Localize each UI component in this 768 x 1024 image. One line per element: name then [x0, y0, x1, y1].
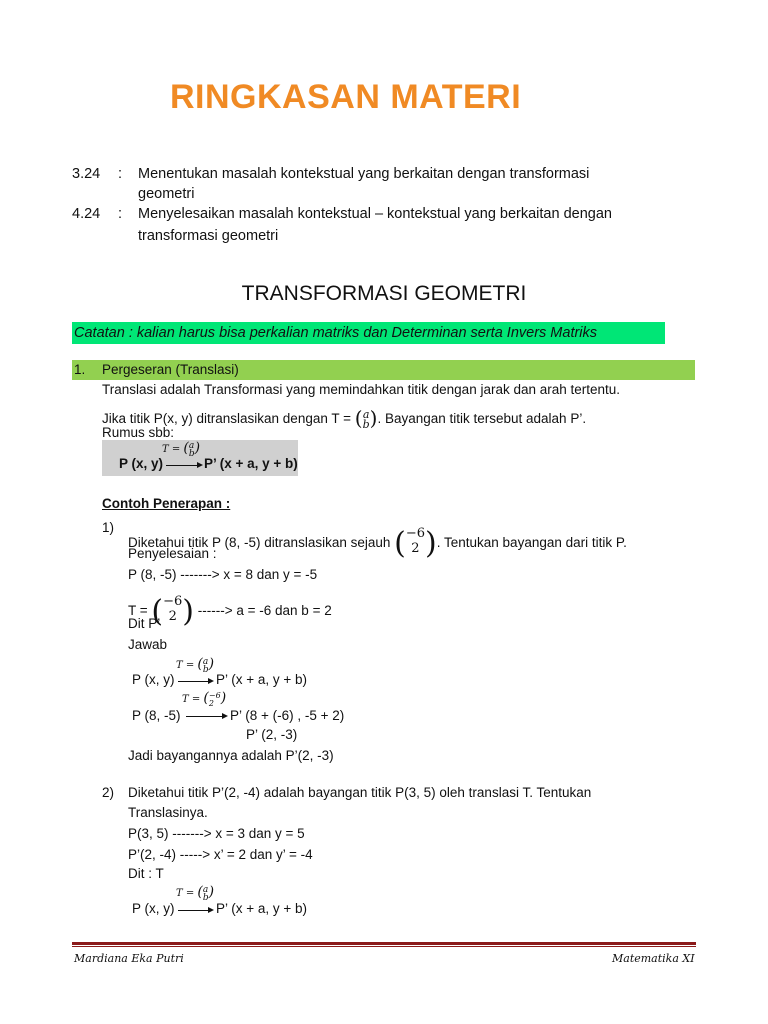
footer-divider-thin [72, 946, 696, 947]
example-number: 1) [102, 520, 115, 535]
vector-ab: (a b) [354, 406, 378, 431]
kd-text-line: Menentukan masalah kontekstual yang berkaitan dengan transformasi [138, 166, 590, 182]
intro-text: . Bayangan titik tersebut adalah P’. [377, 411, 587, 426]
kd-number: 4.24 [72, 206, 101, 222]
mapping-right: P’ (8 + (-6) , -5 + 2) [230, 708, 345, 723]
footer-divider [72, 942, 696, 945]
conclusion-line: Jadi bayangannya adalah P’(2, -3) [128, 748, 334, 763]
formula-left: P (x, y) [119, 456, 164, 471]
mapping-arrow-label: T = (a b) [176, 656, 215, 675]
mapping-arrow-label: T = (a b) [176, 884, 215, 903]
kd-colon: : [118, 166, 123, 182]
kd-text-line: Menyelesaikan masalah kontekstual – kontekstual yang berkaitan dengan [138, 206, 612, 222]
solution-line: P(3, 5) -------> x = 3 dan y = 5 [128, 826, 305, 841]
formula-arrow-label: T = (a b) [162, 440, 201, 459]
formula-right: P’ (x + a, y + b) [204, 456, 298, 471]
example-heading: Contoh Penerapan : [102, 496, 231, 511]
band-number: 1. [74, 362, 86, 377]
mapping-right: P’ (x + a, y + b) [216, 672, 308, 687]
solution-line: P’(2, -4) -----> x’ = 2 dan y’ = -4 [128, 847, 313, 862]
mapping-arrow [178, 681, 210, 682]
mapping-arrow [186, 716, 224, 717]
mapping-arrow [178, 910, 210, 911]
band-label: Pergeseran (Translasi) [102, 362, 239, 377]
mapping-left: P (8, -5) [132, 708, 181, 723]
kd-text-line: transformasi geometri [138, 228, 279, 244]
solution-line: T = (−6 2 ) ------> a = -6 dan b = 2 [128, 588, 332, 626]
vector-b: b [362, 417, 370, 431]
intro-text: Jika titik P(x, y) ditranslasikan dengan T = [102, 411, 351, 426]
intro-line [102, 404, 586, 430]
formula-arrow [166, 465, 199, 466]
mapping-arrow-head [208, 678, 214, 684]
section-band [72, 360, 695, 380]
mapping-right: P’ (x + a, y + b) [216, 901, 308, 916]
mapping-left: P (x, y) [132, 672, 175, 687]
kd-text-line: geometri [138, 186, 195, 202]
example-question: Diketahui titik P (8, -5) ditranslasikan sejauh (−6 2 ). Tentukan bayangan dari titik P. [128, 520, 627, 558]
footer-subject: Matematika XI [612, 952, 695, 965]
solution-line: Dit P’ [128, 616, 161, 631]
example-question: Diketahui titik P’(2, -4) adalah bayangan titik P(3, 5) oleh translasi T. Tentukan [128, 785, 592, 800]
page-title: RINGKASAN MATERI [170, 78, 522, 116]
solution-line: Penyelesaian : [128, 546, 217, 561]
mapping-arrow-label: T = (−6 2 ) [182, 690, 227, 708]
solution-line: Jawab [128, 637, 168, 652]
formula-arrow-head [197, 462, 203, 468]
example-number: 2) [102, 785, 115, 800]
intro-line: Translasi adalah Transformasi yang memindahkan titik dengan jarak dan arah tertentu. [102, 382, 621, 397]
mapping-arrow-head [208, 907, 214, 913]
solution-line: P (8, -5) -------> x = 8 dan y = -5 [128, 567, 318, 582]
result-line: P’ (2, -3) [246, 727, 298, 742]
mapping-arrow-head [222, 713, 228, 719]
kd-number: 3.24 [72, 166, 101, 182]
footer-author: Mardiana Eka Putri [74, 952, 184, 965]
kd-colon: : [118, 206, 123, 222]
section-title: TRANSFORMASI GEOMETRI [241, 282, 527, 305]
example-question: Translasinya. [128, 805, 208, 820]
solution-line: Dit : T [128, 866, 164, 881]
translation-matrix: (−6 2 ) [151, 594, 195, 629]
intro-line: Rumus sbb: [102, 425, 175, 440]
note-highlight: Catatan : kalian harus bisa perkalian matriks dan Determinan serta Invers Matriks [72, 322, 665, 344]
vector-a: a [362, 407, 370, 421]
translation-matrix: (−6 2 ) [394, 526, 437, 561]
mapping-left: P (x, y) [132, 901, 175, 916]
